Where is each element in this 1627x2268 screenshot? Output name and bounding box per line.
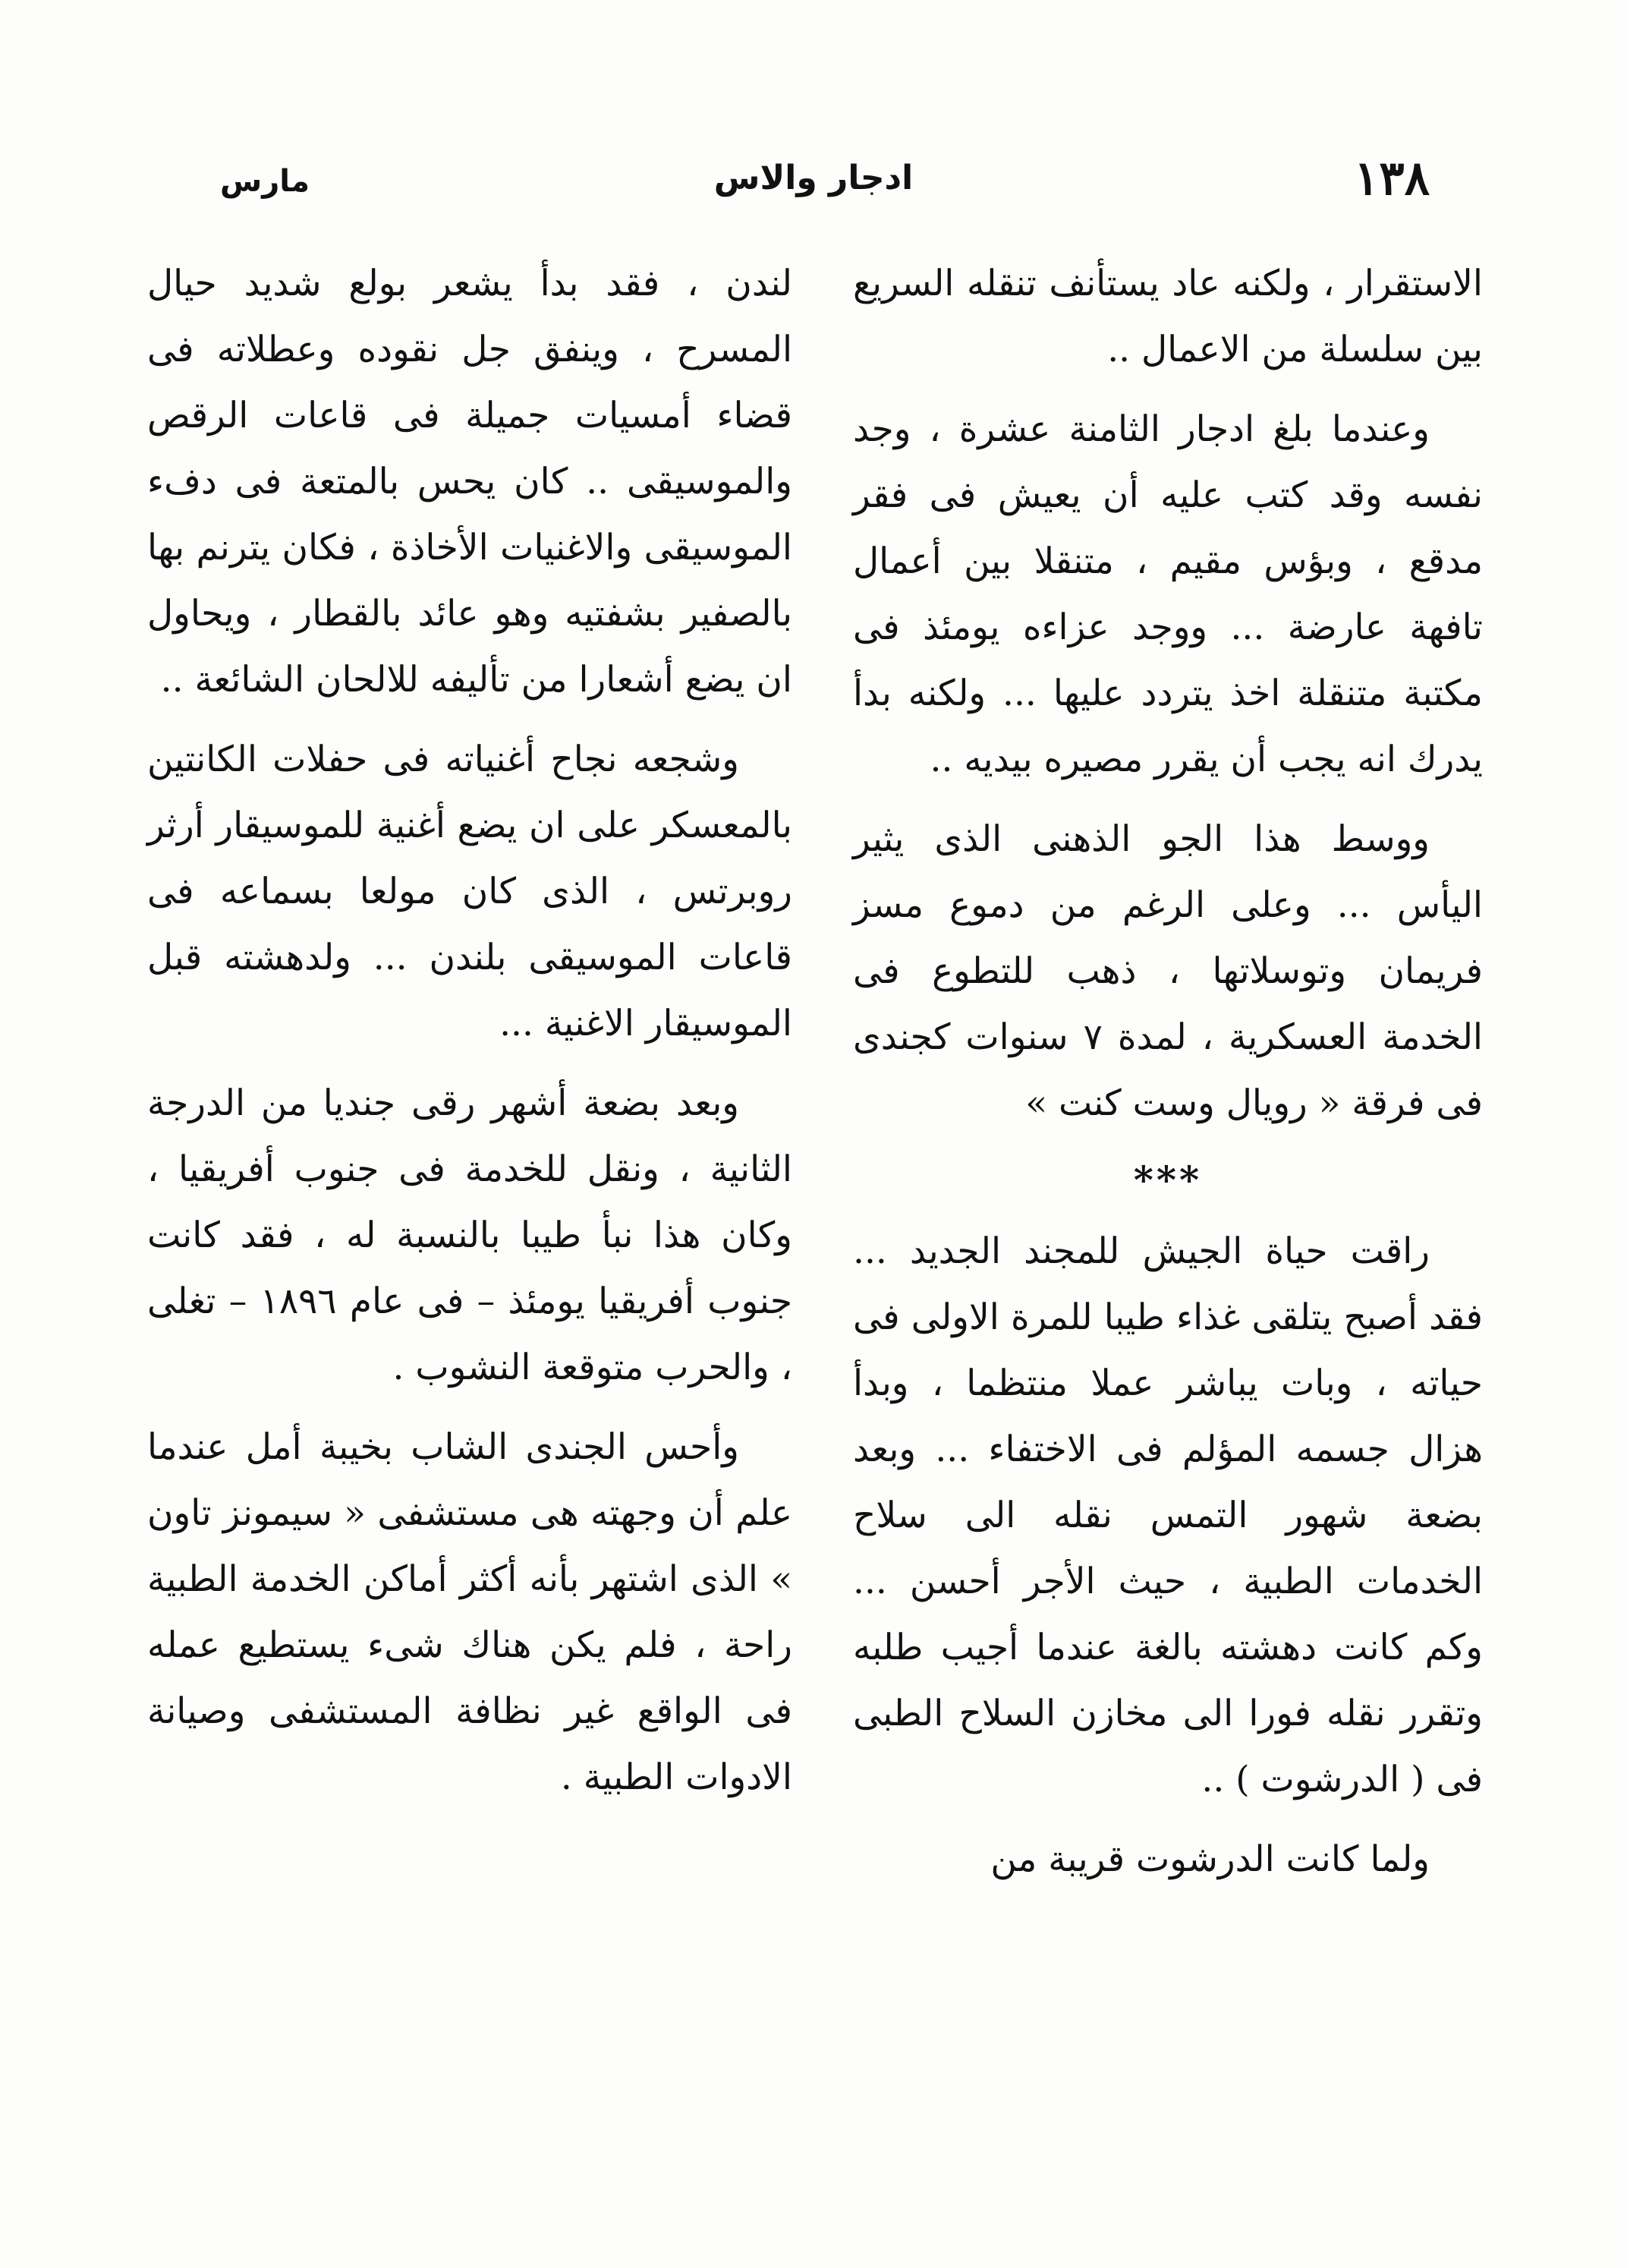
paragraph: وبعد بضعة أشهر رقى جنديا من الدرجة الثانية ، ونقل للخدمة فى جنوب أفريقيا ، وكان هذا نبأ طيبا بالنسبة له ، فقد كانت جنوب أفريقيا يومئذ – فى عام ١٨٩٦ – تغلى ، والحرب متوقعة النشوب .: [147, 1082, 792, 1388]
section-divider: ***: [1133, 1158, 1203, 1202]
paragraph: ولما كانت الدرشوت قريبة من: [990, 1838, 1430, 1880]
paragraph: وأحس الجندى الشاب بخيبة أمل عندما علم أن وجهته هى مستشفى « سيمونز تاون » الذى اشتهر بأنه أكثر أماكن الخدمة الطبية راحة ، فلم يكن هناك شىء يستطيع عمله فى الواقع غير نظافة المستشفى وصيانة الادوات الطبية .: [147, 1426, 792, 1798]
issue-month: مارس: [220, 164, 310, 199]
paragraph: ووسط هذا الجو الذهنى الذى يثير اليأس ... وعلى الرغم من دموع مسز فريمان وتوسلاتها ، ذهب للتطوع فى الخدمة العسكرية ، لمدة ٧ سنوات كجندى فى فرقة « رويال وست كنت »: [853, 818, 1483, 1124]
paragraph: لندن ، فقد بدأ يشعر بولع شديد حيال المسرح ، وينفق جل نقوده وعطلاته فى قضاء أمسيات جميلة فى قاعات الرقص والموسيقى .. كان يحس بالمتعة فى دفء الموسيقى والاغنيات الأخاذة ، فكان يترنم بها بالصفير بشفتيه وهو عائد بالقطار ، ويحاول ان يضع أشعارا من تأليفه للالحان الشائعة ..: [147, 263, 792, 701]
right-text-column: [853, 250, 1483, 1906]
paragraph: راقت حياة الجيش للمجند الجديد ... فقد أصبح يتلقى غذاء طيبا للمرة الاولى فى حياته ، وبات يباشر عملا منتظما ، وبدأ هزال جسمه المؤلم فى الاختفاء ... وبعد بضعة شهور التمس نقله الى سلاح الخدمات الطبية ، حيث الأجر أحسن ... وكم كانت دهشته بالغة عندما أجيب طلبه وتقرر نقله فورا الى مخازن السلاح الطبى فى ( الدرشوت ) ..: [853, 1230, 1483, 1800]
paragraph: وعندما بلغ ادجار الثامنة عشرة ، وجد نفسه وقد كتب عليه أن يعيش فى فقر مدقع ، وبؤس مقيم ، متنقلا بين أعمال تافهة عارضة ... ووجد عزاءه يومئذ فى مكتبة متنقلة اخذ يتردد عليها ... ولكنه بدأ يدرك انه يجب أن يقرر مصيره بيديه ..: [853, 408, 1483, 780]
page-number: ١٣٨: [1354, 150, 1430, 206]
book-title: ادجار والاس: [713, 159, 914, 197]
running-header: [197, 148, 1430, 216]
paragraph: وشجعه نجاح أغنياته فى حفلات الكانتين بالمعسكر على ان يضع أغنية للموسيقار أرثر روبرتس ، الذى كان مولعا بسماعه فى قاعات الموسيقى بلندن ... ولدهشته قبل الموسيقار الاغنية ...: [147, 739, 792, 1044]
paragraph: الاستقرار ، ولكنه عاد يستأنف تنقله السريع بين سلسلة من الاعمال ..: [853, 263, 1483, 370]
left-text-column: [147, 250, 792, 1824]
